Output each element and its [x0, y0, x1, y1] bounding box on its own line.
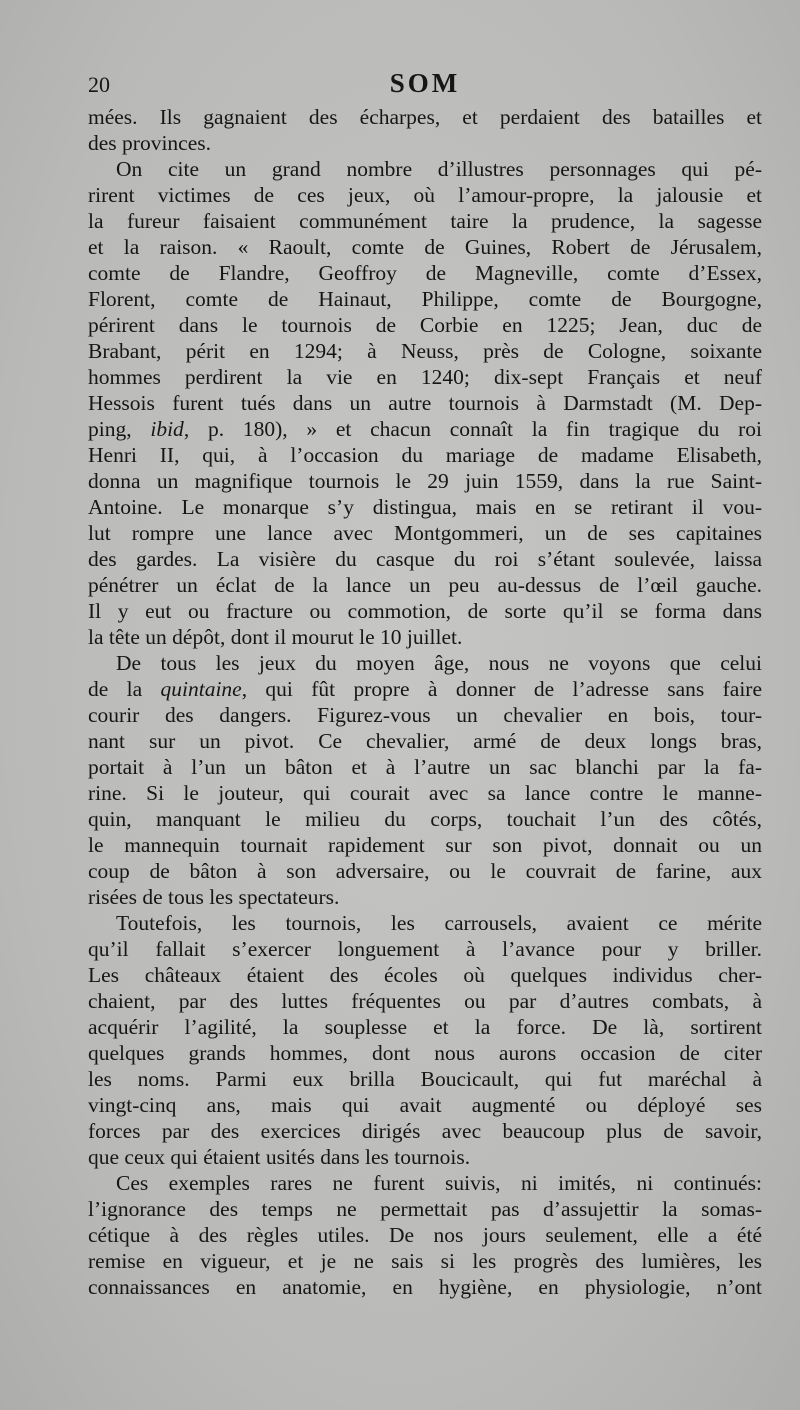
- text-line: de la quintaine, qui fût propre à donner de l’adresse sans faire: [88, 677, 762, 701]
- text-line: rine. Si le jouteur, qui courait avec sa lance contre le manne-: [88, 781, 762, 805]
- text-line: risées de tous les spectateurs.: [88, 885, 340, 909]
- text-line: rirent victimes de ces jeux, où l’amour-propre, la jalousie et: [88, 183, 762, 207]
- text-line: coup de bâton à son adversaire, ou le couvrait de farine, aux: [88, 859, 762, 883]
- text-line: Ces exemples rares ne furent suivis, ni imités, ni continués:: [116, 1171, 762, 1195]
- text-line: Florent, comte de Hainaut, Philippe, comte de Bourgogne,: [88, 287, 762, 311]
- text-line: périrent dans le tournois de Corbie en 1225; Jean, duc de: [88, 313, 762, 337]
- text-line: Henri II, qui, à l’occasion du mariage de madame Elisabeth,: [88, 443, 762, 467]
- text-line: Hessois furent tués dans un autre tournois à Darmstadt (M. Dep-: [88, 391, 762, 415]
- text-line: des gardes. La visière du casque du roi s’étant soulevée, laissa: [88, 547, 762, 571]
- text-line: des provinces.: [88, 131, 211, 155]
- text-line: On cite un grand nombre d’illustres personnages qui pé-: [116, 157, 762, 181]
- text-line: vingt-cinq ans, mais qui avait augmenté ou déployé ses: [88, 1093, 762, 1117]
- text-line: Il y eut ou fracture ou commotion, de sorte qu’il se forma dans: [88, 599, 762, 623]
- page-number: 20: [88, 72, 110, 97]
- text-line: De tous les jeux du moyen âge, nous ne voyons que celui: [116, 651, 762, 675]
- text-line: quelques grands hommes, dont nous aurons occasion de citer: [88, 1041, 762, 1065]
- text-line: quin, manquant le milieu du corps, touchait l’un des côtés,: [88, 807, 762, 831]
- text-line: pénétrer un éclat de la lance un peu au-dessus de l’œil gauche.: [88, 573, 762, 597]
- text-line: Les châteaux étaient des écoles où quelques individus cher-: [88, 963, 762, 987]
- text-line: portait à l’un un bâton et à l’autre un sac blanchi par la fa-: [88, 755, 762, 779]
- text-line: que ceux qui étaient usités dans les tournois.: [88, 1145, 471, 1169]
- text-line: la tête un dépôt, dont il mourut le 10 juillet.: [88, 625, 463, 649]
- text-line: hommes perdirent la vie en 1240; dix-sept Français et neuf: [88, 365, 762, 389]
- text-line: comte de Flandre, Geoffroy de Magneville, comte d’Essex,: [88, 261, 762, 285]
- text-line: lut rompre une lance avec Montgommeri, un de ses capitaines: [88, 521, 762, 545]
- text-line: cétique à des règles utiles. De nos jours seulement, elle a été: [88, 1223, 762, 1247]
- text-line: donna un magnifique tournois le 29 juin 1559, dans la rue Saint-: [88, 469, 762, 493]
- text-line: acquérir l’agilité, la souplesse et la force. De là, sortirent: [88, 1015, 762, 1039]
- text-line: forces par des exercices dirigés avec beaucoup plus de savoir,: [88, 1119, 762, 1143]
- text-line: ping, ibid, p. 180), » et chacun connaît la fin tragique du roi: [88, 417, 762, 441]
- text-line: la fureur faisaient communément taire la prudence, la sagesse: [88, 209, 762, 233]
- text-line: les noms. Parmi eux brilla Boucicault, qui fut maréchal à: [88, 1067, 762, 1091]
- text-line: Antoine. Le monarque s’y distingua, mais en se retirant il vou-: [88, 495, 762, 519]
- text-line: qu’il fallait s’exercer longuement à l’avance pour y briller.: [88, 937, 762, 961]
- text-line: Brabant, périt en 1294; à Neuss, près de Cologne, soixante: [88, 339, 762, 363]
- running-head: SOM: [389, 68, 461, 98]
- text-line: connaissances en anatomie, en hygiène, en physiologie, n’ont: [88, 1275, 762, 1299]
- text-line: Toutefois, les tournois, les carrousels, avaient ce mérite: [116, 911, 762, 935]
- text-line: et la raison. « Raoult, comte de Guines, Robert de Jérusalem,: [88, 235, 762, 259]
- text-line: courir des dangers. Figurez-vous un chevalier en bois, tour-: [88, 703, 762, 727]
- page-header: [88, 68, 762, 108]
- text-line: remise en vigueur, et je ne sais si les progrès des lumières, les: [88, 1249, 762, 1273]
- body-text: [88, 104, 762, 1300]
- text-line: chaient, par des luttes fréquentes ou par d’autres combats, à: [88, 989, 762, 1013]
- text-line: nant sur un pivot. Ce chevalier, armé de deux longs bras,: [88, 729, 762, 753]
- text-line: le mannequin tournait rapidement sur son pivot, donnait ou un: [88, 833, 762, 857]
- text-line: l’ignorance des temps ne permettait pas d’assujettir la somas-: [88, 1197, 762, 1221]
- text-line: mées. Ils gagnaient des écharpes, et perdaient des batailles et: [88, 105, 762, 129]
